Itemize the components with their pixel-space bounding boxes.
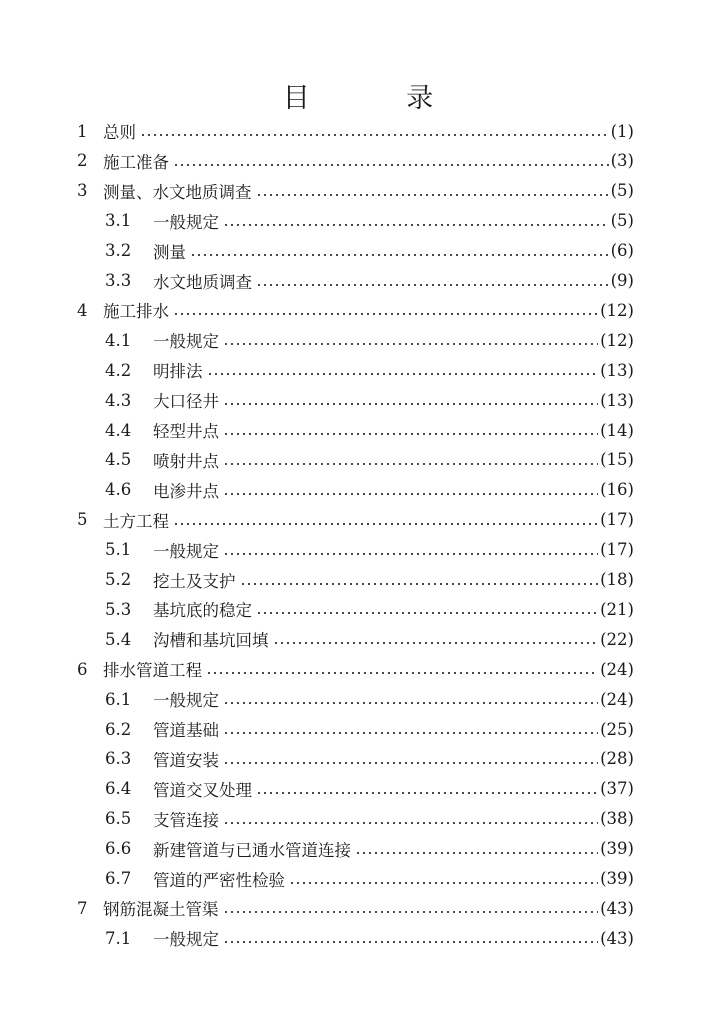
toc-entry-page: (24): [600, 689, 634, 709]
toc-entry-page: (12): [600, 300, 634, 320]
toc-entry-page: (43): [600, 928, 634, 948]
toc-entry: [77, 507, 634, 533]
toc-entry-page: (9): [610, 271, 634, 290]
toc-entry-title: 管道基础: [153, 721, 219, 740]
toc-entry-title: 一般规定: [153, 541, 219, 561]
toc-entry-title: 总则: [103, 123, 136, 142]
toc-entry-number: 7.1: [105, 928, 132, 948]
toc-entry-page: (18): [600, 570, 634, 589]
dot-leader: [223, 553, 598, 555]
dot-leader: [173, 523, 598, 525]
toc-entry-page: (43): [600, 898, 634, 918]
toc-entry-number: 5: [77, 510, 88, 530]
toc-entry-title: 基坑底的稳定: [153, 601, 252, 621]
toc-entry-page: (37): [600, 779, 634, 799]
toc-entry-page: (24): [600, 659, 634, 679]
toc-entry: [105, 626, 634, 652]
toc-entry-page: (22): [600, 629, 634, 649]
dot-leader: [223, 911, 599, 913]
toc-entry-page: (1): [610, 121, 634, 141]
toc-entry-number: 6.2: [105, 719, 132, 739]
toc-entry-title: 土方工程: [103, 511, 169, 531]
toc-entry: [105, 357, 634, 383]
toc-entry-page: (16): [600, 480, 634, 500]
dot-leader: [223, 224, 609, 226]
dot-leader: [223, 762, 598, 764]
dot-leader: [207, 373, 599, 375]
toc-entry-page: (17): [600, 540, 634, 560]
toc-entry-title: 水文地质调查: [153, 272, 252, 292]
toc-entry-number: 3.1: [105, 211, 132, 231]
toc-entry-number: 6.3: [105, 749, 132, 769]
dot-leader: [289, 882, 598, 884]
dot-leader: [206, 672, 598, 674]
dot-leader: [173, 164, 609, 166]
toc-entry: [105, 686, 634, 712]
toc-entry-number: 3.3: [105, 271, 132, 290]
toc-entry: [105, 417, 634, 443]
toc-entry-number: 6.5: [105, 809, 132, 829]
toc-entry-page: (39): [600, 869, 634, 888]
toc-entry: [77, 118, 634, 144]
toc-entry: [105, 268, 634, 294]
dot-leader: [223, 732, 598, 734]
toc-entry-number: 4.5: [105, 450, 132, 470]
toc-entry-number: 6.4: [105, 779, 132, 799]
toc-entry-page: (17): [600, 510, 634, 530]
toc-entry-title: 钢筋混凝土管渠: [103, 900, 219, 920]
toc-entry-title: 管道的严密性检验: [153, 870, 285, 890]
toc-entry-number: 3.2: [105, 241, 132, 261]
dot-leader: [223, 343, 598, 345]
toc-entry-number: 4.6: [105, 480, 132, 500]
toc-entry-number: 3: [77, 181, 88, 201]
toc-entry: [105, 925, 634, 951]
toc-entry-page: (3): [610, 151, 634, 171]
dot-leader: [256, 612, 598, 614]
toc-entry: [77, 148, 634, 174]
toc-entry-title: 一般规定: [153, 212, 219, 232]
toc-entry-number: 6: [77, 659, 88, 679]
toc-entry-page: (12): [600, 330, 634, 350]
toc-entry-number: 5.1: [105, 540, 132, 560]
toc-entry-title: 管道安装: [153, 750, 219, 770]
toc-entry-number: 4: [77, 300, 88, 320]
toc-entry-page: (38): [600, 809, 634, 829]
toc-entry: [105, 776, 634, 802]
toc-entry: [77, 297, 634, 323]
dot-leader: [140, 134, 609, 136]
toc-entry: [105, 208, 634, 234]
toc-entry: [105, 746, 634, 772]
toc-entry: [77, 895, 634, 921]
toc-entry: [105, 567, 634, 593]
toc-entry: [105, 537, 634, 563]
toc-entry: [105, 836, 634, 862]
toc-entry-title: 挖土及支护: [153, 571, 236, 591]
toc-entry-number: 2: [77, 151, 88, 171]
toc-entry-number: 4.2: [105, 360, 132, 380]
toc-entry: [105, 238, 634, 264]
toc-entry-title: 一般规定: [153, 930, 219, 950]
toc-entry-title: 一般规定: [153, 691, 219, 711]
toc-entry-number: 7: [77, 898, 88, 918]
toc-entry-page: (6): [610, 241, 634, 261]
toc-entry-number: 6.1: [105, 689, 132, 709]
toc-entry-title: 新建管道与已通水管道连接: [153, 840, 351, 860]
toc-entry-title: 明排法: [153, 362, 203, 382]
toc-entry: [105, 806, 634, 832]
toc-entry-title: 施工准备: [103, 152, 169, 172]
toc-entry-page: (15): [600, 450, 634, 470]
toc-entry-number: 5.4: [105, 629, 132, 649]
toc-entry-page: (28): [600, 749, 634, 769]
toc-entry-page: (25): [600, 719, 634, 739]
dot-leader: [256, 284, 609, 286]
dot-leader: [223, 702, 598, 704]
dot-leader: [223, 463, 598, 465]
toc-entry: [105, 866, 634, 892]
toc-entry-page: (39): [600, 839, 634, 859]
toc-entry: [105, 387, 634, 413]
toc-entry-number: 6.6: [105, 839, 132, 859]
toc-entry-page: (5): [610, 181, 634, 201]
dot-leader: [173, 313, 598, 315]
dot-leader: [256, 194, 609, 196]
dot-leader: [190, 254, 609, 256]
toc-entry: [77, 656, 634, 682]
toc-entry-number: 4.3: [105, 390, 132, 410]
dot-leader: [355, 852, 598, 854]
toc-entry-number: 1: [77, 121, 88, 141]
toc-entry-page: (13): [600, 360, 634, 380]
toc-entry-title: 测量、水文地质调查: [103, 182, 252, 202]
toc-entry-number: 5.2: [105, 570, 132, 589]
dot-leader: [240, 583, 599, 585]
dot-leader: [223, 403, 598, 405]
dot-leader: [223, 822, 598, 824]
toc-entry-title: 施工排水: [103, 302, 169, 322]
toc-entry-page: (5): [610, 211, 634, 231]
page-title: 目 录: [282, 83, 478, 114]
toc-entry-title: 轻型井点: [153, 422, 219, 441]
toc-entry-title: 支管连接: [153, 810, 219, 830]
toc-entry-title: 大口径井: [153, 392, 219, 412]
toc-entry-number: 6.7: [105, 869, 132, 888]
toc-entry-number: 5.3: [105, 599, 132, 619]
toc-entry-page: (13): [600, 390, 634, 410]
toc-entry-title: 管道交叉处理: [153, 780, 252, 800]
toc-entry-title: 电渗井点: [153, 481, 219, 501]
toc-entry: [105, 596, 634, 622]
toc-entry: [105, 327, 634, 353]
toc-entry-number: 4.1: [105, 330, 132, 350]
dot-leader: [223, 493, 598, 495]
dot-leader: [223, 941, 598, 943]
dot-leader: [256, 792, 598, 794]
toc-entry: [105, 716, 634, 742]
dot-leader: [223, 433, 598, 435]
toc-entry: [77, 178, 634, 204]
toc-entry-page: (14): [600, 420, 634, 440]
toc-entry-page: (21): [600, 599, 634, 619]
toc-entry-number: 4.4: [105, 420, 132, 440]
toc-entry-title: 测量: [153, 242, 186, 262]
toc-entry-title: 一般规定: [153, 332, 219, 352]
dot-leader: [273, 642, 599, 644]
toc-entry-title: 排水管道工程: [103, 661, 202, 681]
toc-entry-title: 喷射井点: [153, 451, 219, 471]
toc-entry: [105, 477, 634, 503]
toc-entry: [105, 447, 634, 473]
toc-entry-title: 沟槽和基坑回填: [153, 631, 269, 651]
